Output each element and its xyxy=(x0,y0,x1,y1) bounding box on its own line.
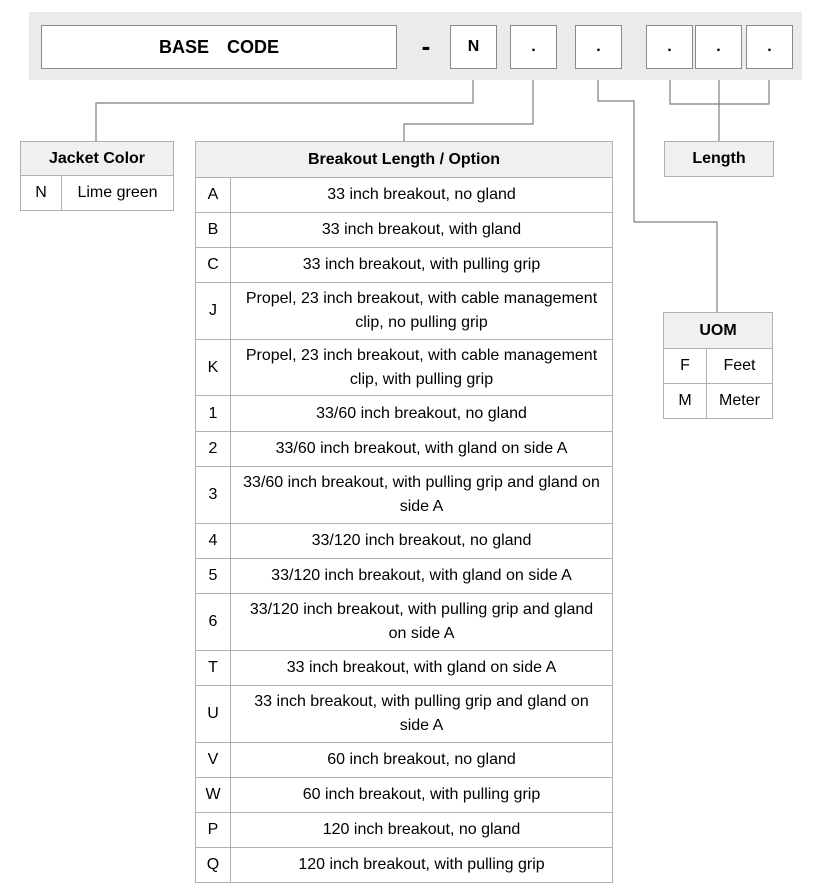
table-row xyxy=(196,432,613,467)
uom-table xyxy=(663,312,773,419)
breakout-code: C xyxy=(196,248,231,283)
breakout-code: 2 xyxy=(196,432,231,467)
breakout-code: U xyxy=(196,686,231,743)
breakout-label: 60 inch breakout, no gland xyxy=(231,743,613,778)
code-segment-length-3: . xyxy=(746,25,793,69)
table-row xyxy=(196,559,613,594)
breakout-label: 33 inch breakout, no gland xyxy=(231,178,613,213)
breakout-code: T xyxy=(196,651,231,686)
table-row xyxy=(196,813,613,848)
breakout-code: W xyxy=(196,778,231,813)
breakout-label: Propel, 23 inch breakout, with cable management clip, with pulling grip xyxy=(231,340,613,396)
breakout-code: Q xyxy=(196,848,231,883)
breakout-label: 33 inch breakout, with pulling grip xyxy=(231,248,613,283)
code-segment-length-2: . xyxy=(695,25,742,69)
table-row xyxy=(196,651,613,686)
breakout-code: V xyxy=(196,743,231,778)
breakout-label: 33/60 inch breakout, with pulling grip and gland on side A xyxy=(231,467,613,524)
length-header: Length xyxy=(664,141,774,177)
code-segment-length-1: . xyxy=(646,25,693,69)
jacket-color-header: Jacket Color xyxy=(21,142,174,176)
breakout-label: 33 inch breakout, with gland xyxy=(231,213,613,248)
breakout-label: 33/60 inch breakout, with gland on side A xyxy=(231,432,613,467)
breakout-label: 33/120 inch breakout, no gland xyxy=(231,524,613,559)
table-row xyxy=(21,176,174,211)
table-row xyxy=(196,213,613,248)
jacket-color-label: Lime green xyxy=(62,176,174,211)
table-row xyxy=(196,848,613,883)
breakout-label: 33/120 inch breakout, with pulling grip and gland on side A xyxy=(231,594,613,651)
jacket-color-table xyxy=(20,141,174,211)
breakout-code: 3 xyxy=(196,467,231,524)
breakout-label: 33 inch breakout, with gland on side A xyxy=(231,651,613,686)
code-segment-breakout: . xyxy=(510,25,557,69)
breakout-code: J xyxy=(196,283,231,340)
code-segment-uom: . xyxy=(575,25,622,69)
connector-uom xyxy=(598,69,717,312)
breakout-code: A xyxy=(196,178,231,213)
code-segment-jacket-color: N xyxy=(450,25,497,69)
table-row xyxy=(196,340,613,396)
table-row xyxy=(196,524,613,559)
breakout-label: 120 inch breakout, no gland xyxy=(231,813,613,848)
breakout-code: P xyxy=(196,813,231,848)
table-row xyxy=(196,178,613,213)
uom-code: M xyxy=(664,384,707,419)
breakout-code: B xyxy=(196,213,231,248)
breakout-label: 120 inch breakout, with pulling grip xyxy=(231,848,613,883)
breakout-code: 1 xyxy=(196,396,231,432)
table-row xyxy=(196,467,613,524)
code-dash: - xyxy=(421,31,431,61)
base-code-box: BASE CODE xyxy=(41,25,397,69)
breakout-table xyxy=(195,141,613,883)
table-row xyxy=(196,594,613,651)
table-row xyxy=(196,283,613,340)
breakout-label: 33/60 inch breakout, no gland xyxy=(231,396,613,432)
breakout-code: K xyxy=(196,340,231,396)
breakout-label: Propel, 23 inch breakout, with cable management clip, no pulling grip xyxy=(231,283,613,340)
table-row xyxy=(196,248,613,283)
uom-label: Meter xyxy=(707,384,773,419)
table-row xyxy=(196,743,613,778)
table-row xyxy=(664,384,773,419)
breakout-code: 5 xyxy=(196,559,231,594)
table-row xyxy=(196,778,613,813)
table-row xyxy=(196,686,613,743)
breakout-label: 33/120 inch breakout, with gland on side A xyxy=(231,559,613,594)
table-row xyxy=(196,396,613,432)
breakout-code: 4 xyxy=(196,524,231,559)
table-row xyxy=(664,349,773,384)
uom-code: F xyxy=(664,349,707,384)
breakout-code: 6 xyxy=(196,594,231,651)
breakout-label: 33 inch breakout, with pulling grip and gland on side A xyxy=(231,686,613,743)
uom-header: UOM xyxy=(664,313,773,349)
uom-label: Feet xyxy=(707,349,773,384)
breakout-label: 60 inch breakout, with pulling grip xyxy=(231,778,613,813)
jacket-color-code: N xyxy=(21,176,62,211)
breakout-header: Breakout Length / Option xyxy=(196,142,613,178)
